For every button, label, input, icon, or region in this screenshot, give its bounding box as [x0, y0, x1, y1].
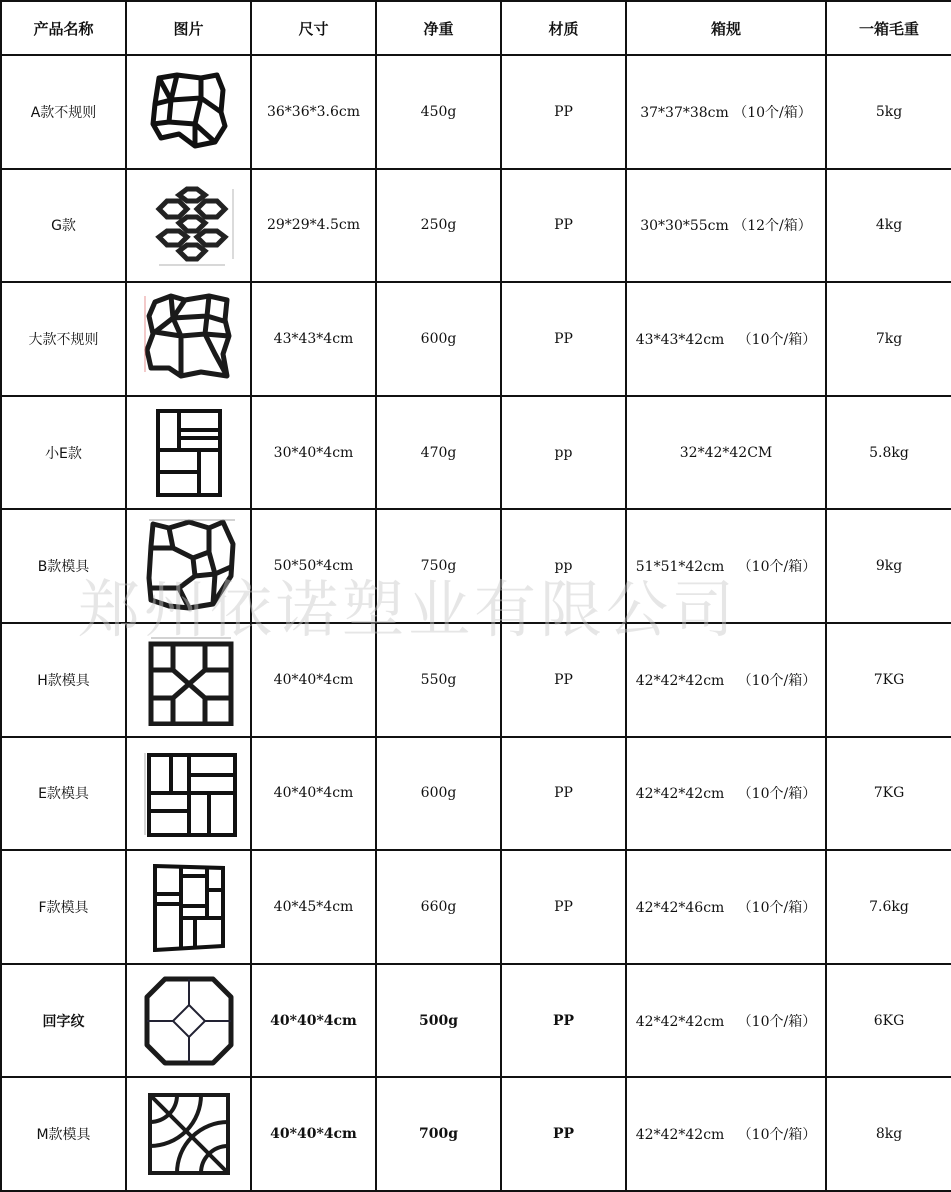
table-row	[1, 55, 951, 169]
product-carton-spec: 42*42*42cm （10个/箱）	[626, 1077, 826, 1191]
product-name: A款不规则	[1, 55, 126, 169]
company-watermark: 郑州依诺塑业有限公司	[78, 573, 739, 646]
header-material: 材质	[501, 1, 626, 55]
product-material: PP	[501, 964, 626, 1078]
product-image	[126, 1077, 251, 1191]
product-size: 40*40*4cm	[251, 737, 376, 851]
product-net-weight: 450g	[376, 55, 501, 169]
octagon-diamond-mold-icon	[143, 975, 235, 1067]
product-gross-weight: 8kg	[826, 1077, 951, 1191]
product-image	[126, 282, 251, 396]
product-name: M款模具	[1, 1077, 126, 1191]
product-net-weight: 250g	[376, 169, 501, 283]
product-image	[126, 396, 251, 510]
header-image: 图片	[126, 1, 251, 55]
table-row	[1, 1077, 951, 1191]
product-name: 小E款	[1, 396, 126, 510]
product-material: PP	[501, 623, 626, 737]
product-size: 29*29*4.5cm	[251, 169, 376, 283]
product-image	[126, 169, 251, 283]
table-row	[1, 964, 951, 1078]
product-gross-weight: 6KG	[826, 964, 951, 1078]
table-row	[1, 737, 951, 851]
product-name: E款模具	[1, 737, 126, 851]
product-net-weight: 600g	[376, 282, 501, 396]
header-product-name: 产品名称	[1, 1, 126, 55]
product-material: PP	[501, 282, 626, 396]
product-name: G款	[1, 169, 126, 283]
product-material: pp	[501, 396, 626, 510]
product-name: 回字纹	[1, 964, 126, 1078]
product-carton-spec: 43*43*42cm （10个/箱）	[626, 282, 826, 396]
product-carton-spec: 30*30*55cm （12个/箱）	[626, 169, 826, 283]
header-size: 尺寸	[251, 1, 376, 55]
header-gross-weight: 一箱毛重	[826, 1, 951, 55]
product-image	[126, 55, 251, 169]
product-gross-weight: 7.6kg	[826, 850, 951, 964]
product-carton-spec: 42*42*42cm （10个/箱）	[626, 964, 826, 1078]
product-gross-weight: 9kg	[826, 509, 951, 623]
header-carton-spec: 箱规	[626, 1, 826, 55]
product-net-weight: 660g	[376, 850, 501, 964]
product-material: pp	[501, 509, 626, 623]
product-net-weight: 600g	[376, 737, 501, 851]
product-size: 40*45*4cm	[251, 850, 376, 964]
product-size: 36*36*3.6cm	[251, 55, 376, 169]
product-material: PP	[501, 169, 626, 283]
large-irregular-stone-mold-icon	[141, 292, 237, 386]
product-name: F款模具	[1, 850, 126, 964]
product-net-weight: 500g	[376, 964, 501, 1078]
product-net-weight: 750g	[376, 509, 501, 623]
product-carton-spec: 42*42*46cm （10个/箱）	[626, 850, 826, 964]
product-material: PP	[501, 850, 626, 964]
small-e-rectangle-mold-icon	[155, 408, 223, 498]
hexagon-mold-icon	[139, 181, 239, 269]
product-material: PP	[501, 1077, 626, 1191]
irregular-stone-mold-icon	[149, 72, 229, 152]
product-carton-spec: 42*42*42cm （10个/箱）	[626, 737, 826, 851]
product-material: PP	[501, 55, 626, 169]
product-material: PP	[501, 737, 626, 851]
product-size: 40*40*4cm	[251, 623, 376, 737]
product-gross-weight: 7kg	[826, 282, 951, 396]
arc-diagonal-mold-icon	[147, 1092, 231, 1176]
product-gross-weight: 4kg	[826, 169, 951, 283]
product-carton-spec: 32*42*42CM	[626, 396, 826, 510]
product-size: 30*40*4cm	[251, 396, 376, 510]
product-gross-weight: 7KG	[826, 737, 951, 851]
table-row	[1, 282, 951, 396]
header-net-weight: 净重	[376, 1, 501, 55]
product-image	[126, 509, 251, 623]
table-row	[1, 169, 951, 283]
product-size: 43*43*4cm	[251, 282, 376, 396]
rectangle-brick-mold-e-icon	[141, 747, 237, 839]
product-net-weight: 470g	[376, 396, 501, 510]
product-gross-weight: 7KG	[826, 623, 951, 737]
product-image	[126, 623, 251, 737]
product-size: 40*40*4cm	[251, 964, 376, 1078]
table-row	[1, 623, 951, 737]
product-image	[126, 737, 251, 851]
product-size: 50*50*4cm	[251, 509, 376, 623]
star-square-mold-icon	[143, 634, 235, 726]
product-name: B款模具	[1, 509, 126, 623]
product-name: H款模具	[1, 623, 126, 737]
product-image	[126, 964, 251, 1078]
product-gross-weight: 5kg	[826, 55, 951, 169]
product-carton-spec: 37*37*38cm （10个/箱）	[626, 55, 826, 169]
table-row	[1, 396, 951, 510]
table-row	[1, 509, 951, 623]
product-net-weight: 700g	[376, 1077, 501, 1191]
product-gross-weight: 5.8kg	[826, 396, 951, 510]
product-image	[126, 850, 251, 964]
table-row	[1, 850, 951, 964]
header-row	[1, 1, 951, 55]
irregular-stone-mold-b-icon	[139, 516, 239, 616]
rectangle-brick-mold-f-icon	[151, 862, 227, 952]
product-carton-spec: 51*51*42cm （10个/箱）	[626, 509, 826, 623]
product-size: 40*40*4cm	[251, 1077, 376, 1191]
product-name: 大款不规则	[1, 282, 126, 396]
product-net-weight: 550g	[376, 623, 501, 737]
product-carton-spec: 42*42*42cm （10个/箱）	[626, 623, 826, 737]
